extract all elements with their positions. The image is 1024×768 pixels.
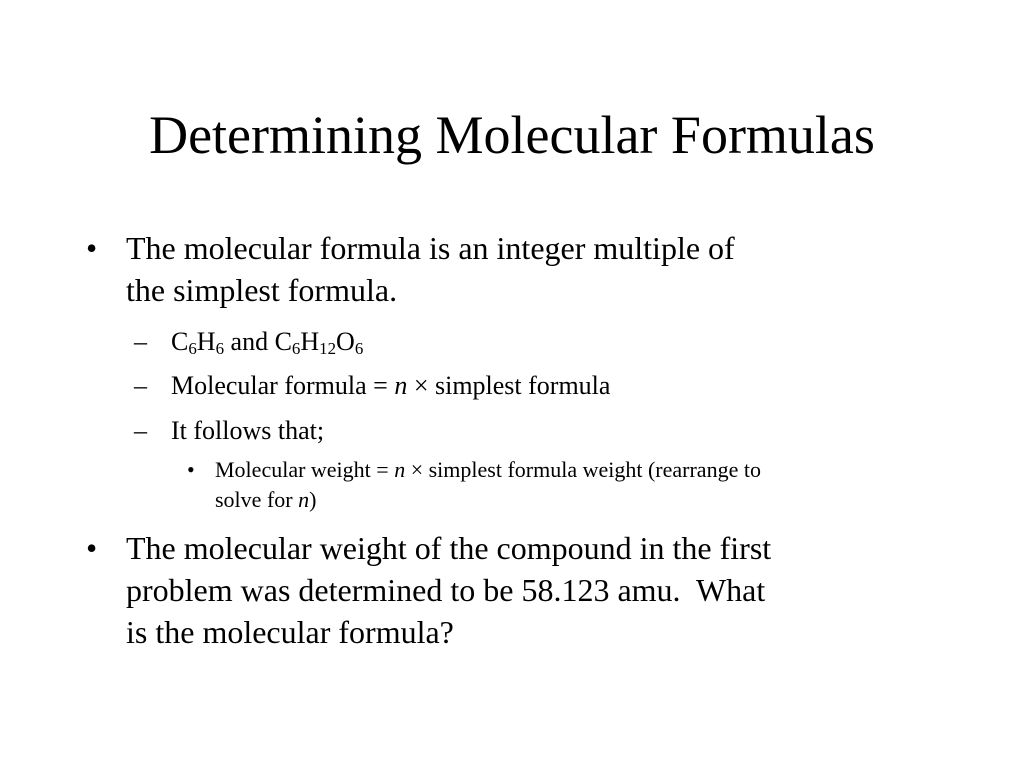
dash-marker: –: [134, 371, 147, 400]
slide-title: Determining Molecular Formulas: [149, 105, 875, 165]
sub-bullet-text: It follows that;: [171, 416, 325, 445]
weight-relation-line-2: solve for n): [215, 487, 317, 512]
bullet-text-line: the simplest formula.: [126, 272, 398, 308]
formula-examples: $C_6H_6$ and $C_6H_{12}O_6$: [171, 327, 364, 359]
dash-marker: –: [134, 327, 147, 356]
bullet-text-line: is the molecular formula?: [126, 614, 454, 650]
dash-marker: –: [134, 416, 147, 445]
weight-relation-line-1: Molecular weight = n × simplest formula weight (rearrange to: [215, 457, 761, 482]
bullet-marker: •: [86, 230, 98, 266]
bullet-marker: •: [187, 457, 195, 482]
bullet-text-line: The molecular weight of the compound in the first: [126, 530, 772, 566]
bullet-text-line: problem was determined to be 58.123 amu. What: [126, 572, 766, 608]
bullet-marker: •: [86, 530, 98, 566]
bullet-text-line: The molecular formula is an integer multiple of: [126, 230, 735, 266]
formula-relation: Molecular formula = n × simplest formula: [171, 371, 611, 400]
